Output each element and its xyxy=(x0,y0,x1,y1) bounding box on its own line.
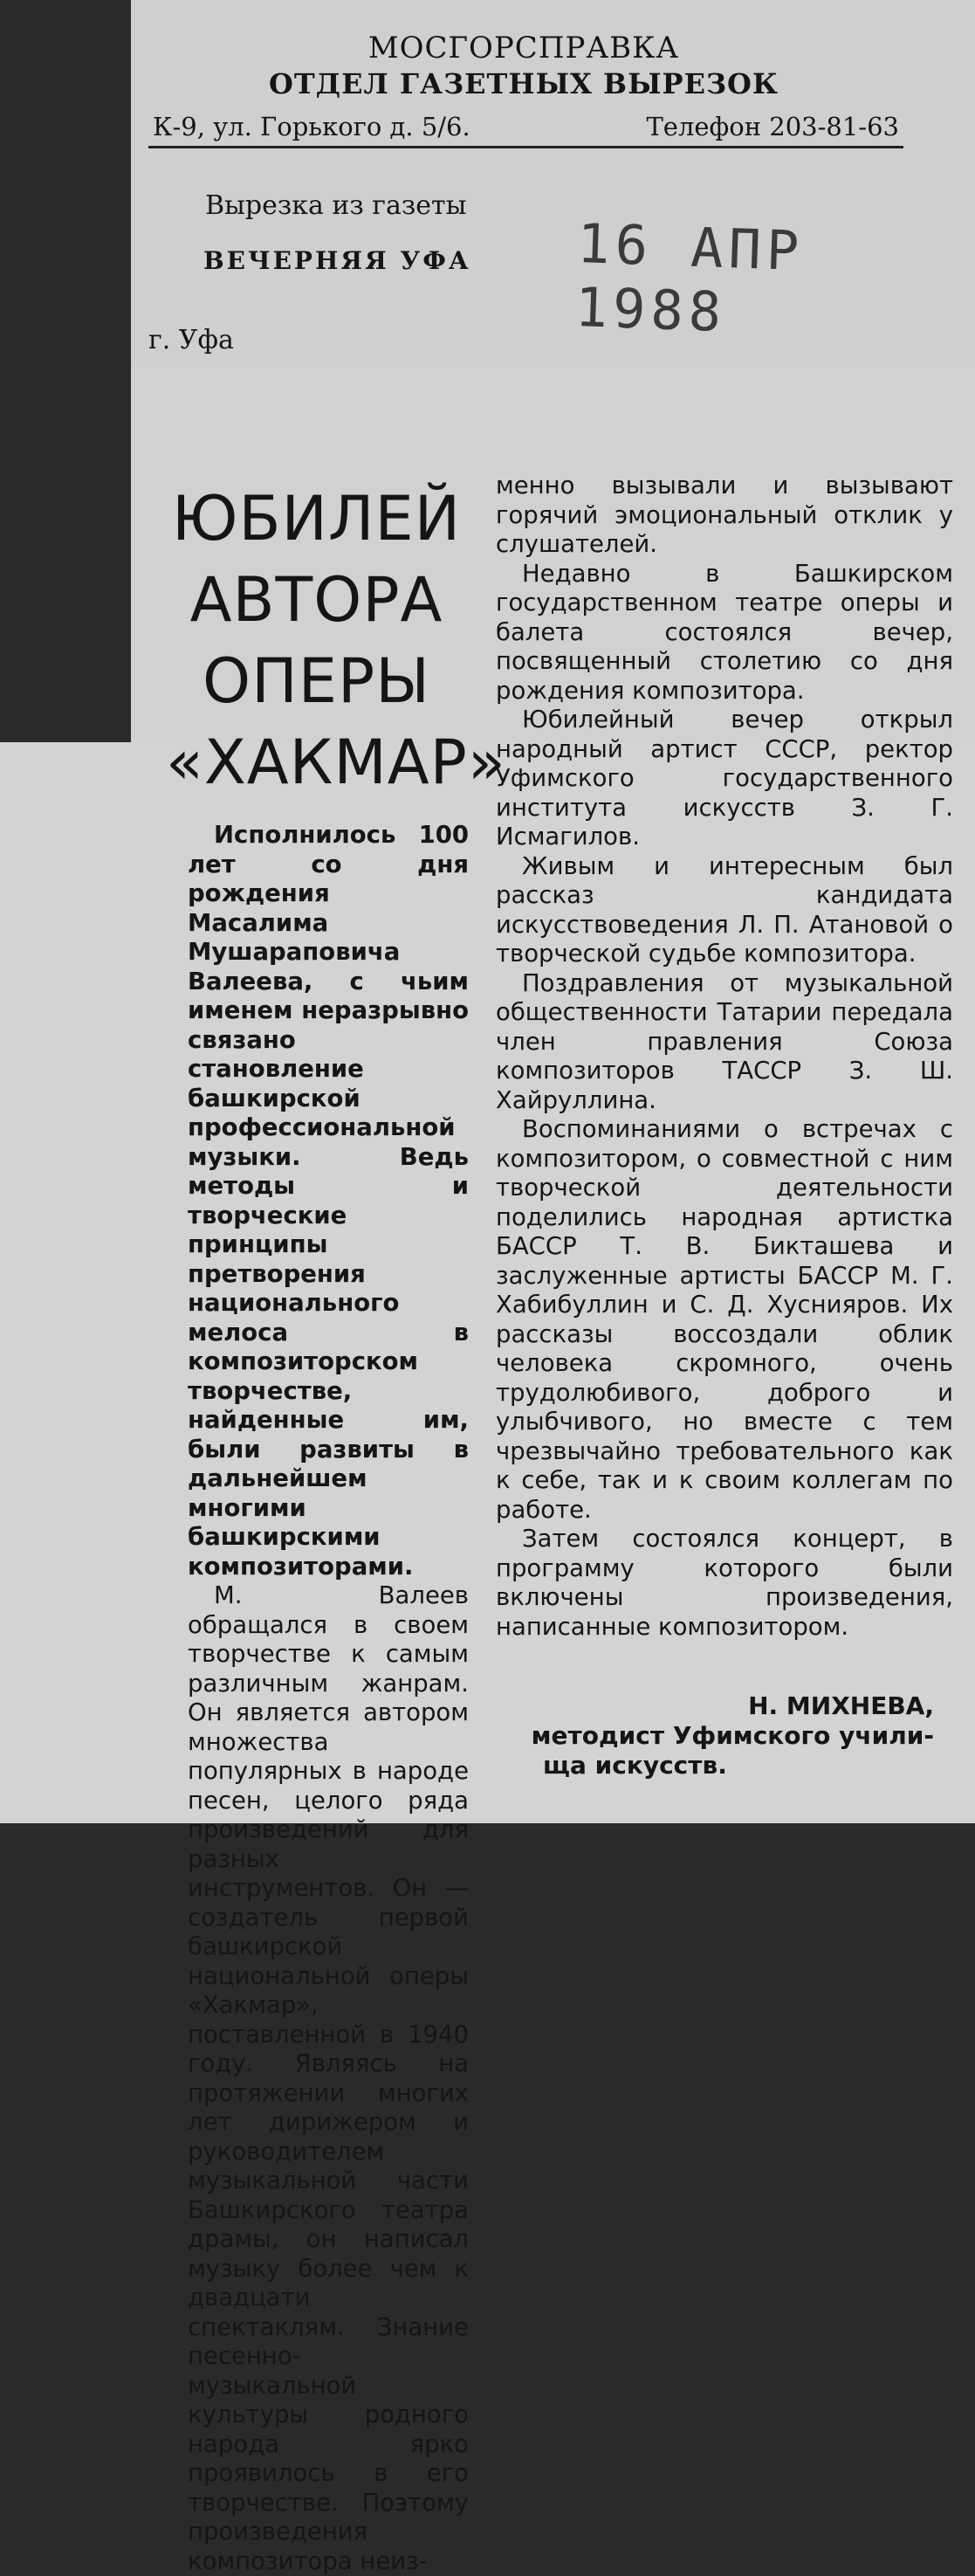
department-name: ОТДЕЛ ГАЗЕТНЫХ ВЫРЕЗОК xyxy=(268,67,779,100)
body-paragraph: Поздравления от музыкальной общественности Татарии передала член правления Союза композиторов ТАССР З. Ш. Хайруллина. xyxy=(496,968,953,1114)
divider xyxy=(148,146,903,148)
title-line: «ХАКМАР» xyxy=(166,727,506,798)
body-paragraph: Воспоминаниями о встречах с композитором, о совместной с ним творческой деятельности поделились народная артистка БАССР Т. В. Бикташева и заслуженные артисты БАССР М. Г. Хабибуллин и С. Д. Хуснияров. Их рассказы воссоздали облик человека скромного, очень трудолюбивого, доброго и улыбчивого, но вместе с тем чрезвычайно требовательного как к себе, так и к своим коллегам по работе. xyxy=(496,1115,953,1524)
body-paragraph: Юбилейный вечер открыл народный артист СССР, ректор Уфимского государственного института искусств З. Г. Исмагилов. xyxy=(496,706,953,851)
title-line: ЮБИЛЕЙ xyxy=(171,483,462,554)
date-stamp: 16 АПР 1988 xyxy=(573,211,806,345)
source-label: Вырезка из газеты xyxy=(205,190,467,221)
body-paragraph: Недавно в Башкирском государственном театре оперы и балета состоялся вечер, посвященный столетию со дня рождения композитора. xyxy=(496,559,953,705)
title-line: АВТОРА xyxy=(189,564,443,636)
body-paragraph: М. Валеев обращался в своем творчестве к самым различным жанрам. Он является автором множества популярных в народе песен, целого ряда произведений для разных инструментов. Он — создатель первой башкирской национальной оперы «Хакмар», поставленной в 1940 году. Являясь на протяжении многих лет дирижером и руководителем музыкальной части Башкирского театра драмы, он написал музыку более чем к двадцати спектаклям. Знание песенно-музыкальной культуры родного народа ярко проявилось в его творчестве. Поэтому произведения композитора неиз- xyxy=(188,1581,469,2575)
agency-name: МОСГОРСПРАВКА xyxy=(367,31,680,65)
contact-line xyxy=(153,112,899,141)
left-column xyxy=(188,821,469,2576)
body-paragraph: Затем состоялся концерт, в программу которого были включены произведения, написанные композитором. xyxy=(496,1525,953,1641)
author-name: Н. МИХНЕВА, xyxy=(748,1691,934,1720)
right-column xyxy=(496,472,953,1642)
form-header xyxy=(131,26,917,100)
author-signature xyxy=(524,1691,934,1780)
author-title: ща искусств. xyxy=(543,1751,727,1780)
body-paragraph: Живым и интересным был рассказ кандидата искусствоведения Л. П. Атановой о творческой судьбе композитора. xyxy=(496,851,953,968)
source-city: г. Уфа xyxy=(148,325,234,355)
body-paragraph: менно вызывали и вызывают горячий эмоциональный отклик у слушателей. xyxy=(496,472,953,558)
newspaper-name: ВЕЧЕРНЯЯ УФА xyxy=(203,246,471,275)
lead-paragraph: Исполнилось 100 лет со дня рождения Масалима Мушараповича Валеева, с чьим именем неразрывно связано становление башкирской профессиональной музыки. Ведь методы и творческие принципы претворения национального мелоса в композиторском творчестве, найденные им, были развиты в дальнейшем многими башкирскими композиторами. xyxy=(188,821,469,1581)
address: К-9, ул. Горького д. 5/6. xyxy=(153,112,470,141)
phone: Телефон 203-81-63 xyxy=(646,112,899,141)
article-title xyxy=(166,479,506,803)
author-title: методист Уфимского учили- xyxy=(531,1721,934,1750)
title-line: ОПЕРЫ xyxy=(203,645,430,717)
